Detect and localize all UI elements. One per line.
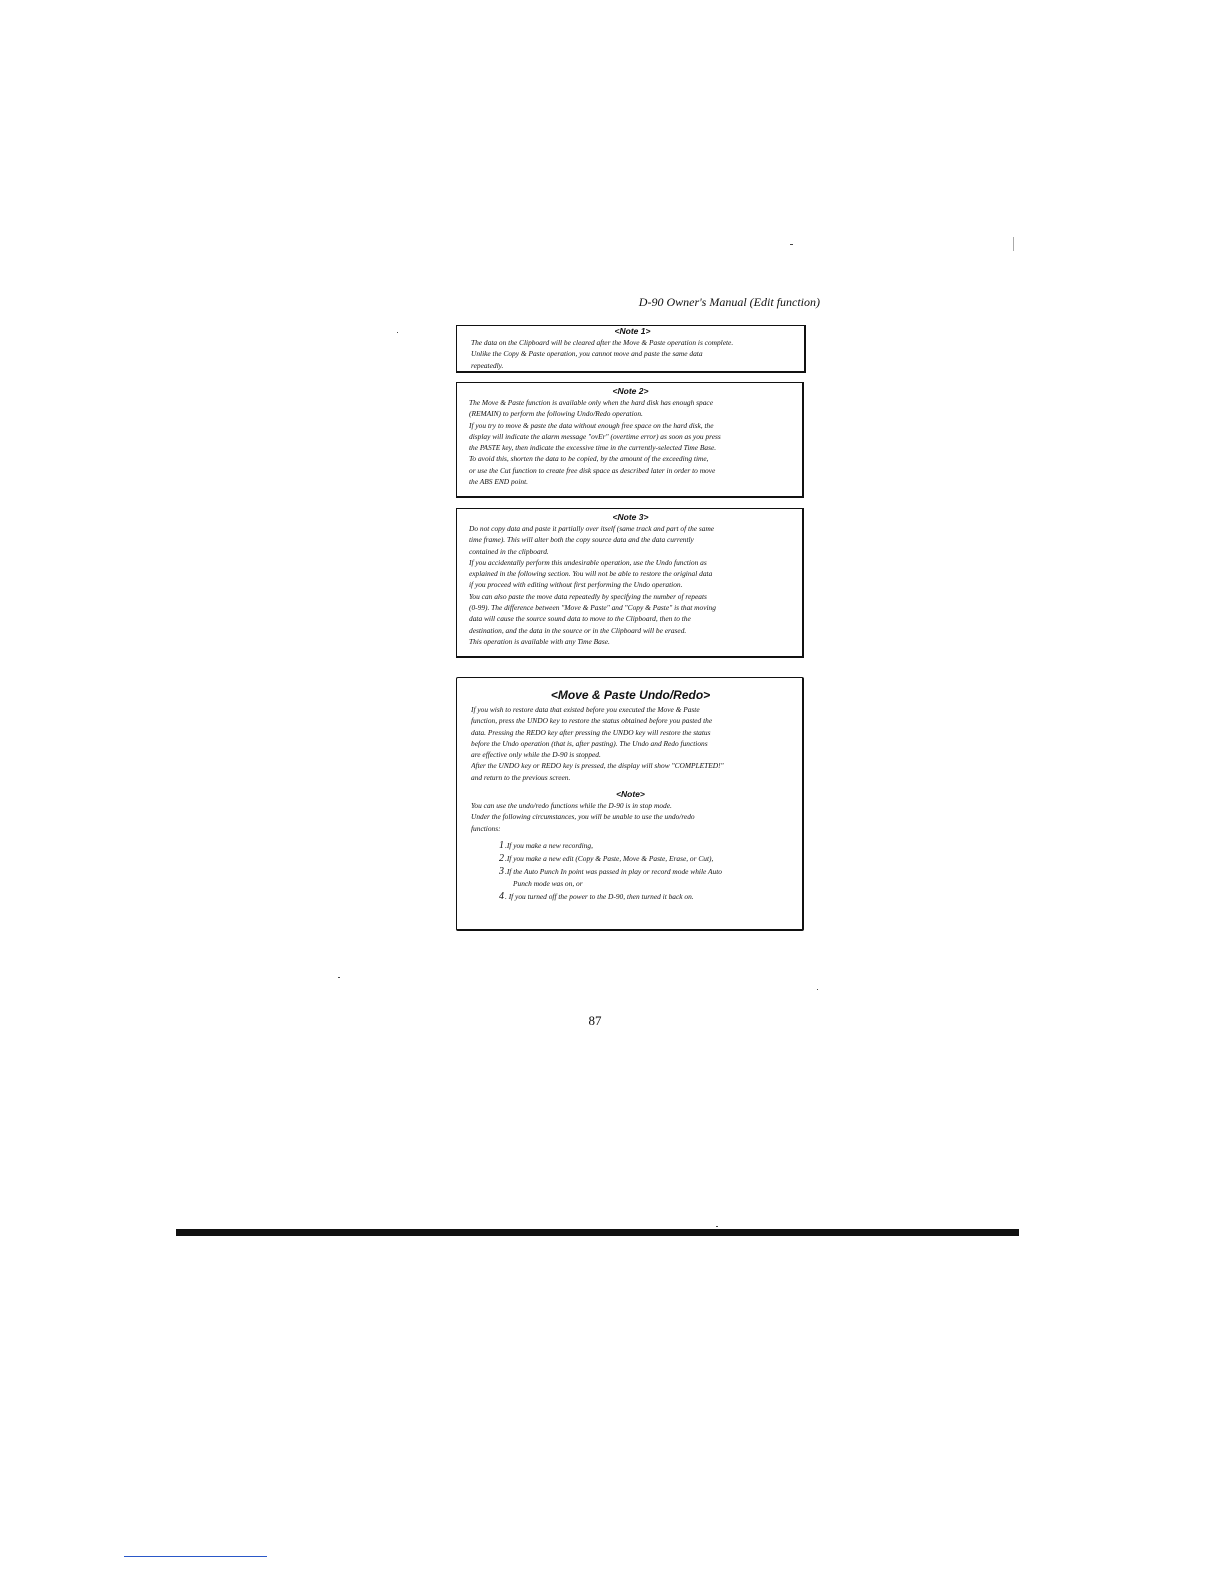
note-2-title: <Note 2>: [612, 386, 649, 396]
list-item: [499, 840, 790, 852]
note-1-body: [471, 337, 794, 371]
text-line: function, press the UNDO key to restore the status obtained before you pasted the: [471, 716, 713, 726]
text-line: display will indicate the alarm message "ovEr" (overtime error) as soon as you press: [469, 431, 721, 441]
text-line: The Move & Paste function is available only when the hard disk has enough space: [469, 398, 713, 407]
note-2-body: [469, 397, 792, 487]
condition-list: [499, 840, 790, 903]
text-line: functions:: [471, 823, 501, 833]
text-line: data will cause the source sound data to move to the Clipboard, then to the: [469, 614, 691, 624]
text-line: Unlike the Copy & Paste operation, you cannot move and paste the same data: [471, 349, 703, 359]
scan-speck: [1013, 237, 1014, 251]
note-2-box: [456, 382, 804, 498]
list-item: [499, 891, 790, 903]
text-line: Do not copy data and paste it partially over itself (same track and part of the same: [469, 524, 715, 533]
list-item-number: 4: [499, 890, 504, 902]
list-item: [499, 866, 790, 890]
text-line: if you proceed with editing without first performing the Undo operation.: [469, 580, 683, 590]
link-underline: [124, 1556, 267, 1557]
text-line: If you try to move & paste the data without enough free space on the hard disk, the: [469, 420, 714, 430]
list-item: [499, 853, 790, 865]
text-line: contained in the clipboard.: [469, 546, 549, 556]
text-line: The data on the Clipboard will be cleared after the Move & Paste operation is complete.: [471, 338, 734, 347]
running-header: D-90 Owner's Manual (Edit function): [638, 295, 820, 309]
undo-redo-title: <Move & Paste Undo/Redo>: [550, 688, 711, 702]
text-line: data. Pressing the REDO key after pressing the UNDO key will restore the status: [471, 727, 711, 737]
undo-note-body: [471, 800, 790, 834]
scan-speck: [817, 989, 818, 990]
text-line: You can use the undo/redo functions while the D-90 is in stop mode.: [471, 801, 672, 811]
undo-redo-box: [456, 677, 804, 931]
footer-rule: [176, 1229, 1019, 1236]
text-line: This operation is available with any Time Base.: [469, 636, 610, 646]
undo-note-title: <Note>: [616, 789, 645, 800]
scan-speck: [397, 332, 398, 333]
text-line: repeatedly.: [471, 360, 504, 370]
note-3-box: [456, 508, 804, 658]
text-line: the PASTE key, then indicate the excessive time in the currently-selected Time Base.: [469, 443, 717, 453]
text-line: If you accidentally perform this undesirable operation, use the Undo function as: [469, 557, 707, 567]
undo-redo-body: [471, 704, 790, 783]
text-line: the ABS END point.: [469, 477, 528, 487]
list-item-number: 2: [499, 852, 504, 864]
text-line: or use the Cut function to create free disk space as described later in order to move: [469, 465, 716, 475]
note-1-box: [456, 325, 806, 373]
text-line: You can also paste the move data repeatedly by specifying the number of repeats: [469, 591, 707, 601]
scan-speck: [716, 1226, 718, 1227]
list-item-text: .If you make a new edit (Copy & Paste, Move & Paste, Erase, or Cut),: [505, 853, 714, 863]
text-line: After the UNDO key or REDO key is pressed, the display will show "COMPLETED!": [471, 761, 724, 771]
text-line: To avoid this, shorten the data to be copied, by the amount of the exceeding time,: [469, 454, 709, 464]
list-item-text: .If the Auto Punch In point was passed in play or record mode while Auto: [505, 866, 722, 876]
list-item-text: .If you make a new recording,: [505, 840, 593, 850]
text-line: before the Undo operation (that is, after pasting). The Undo and Redo functions: [471, 738, 708, 748]
text-line: and return to the previous screen.: [471, 772, 571, 782]
page-number: 87: [588, 1013, 602, 1028]
text-line: time frame). This will alter both the copy source data and the data currently: [469, 535, 694, 545]
text-line: are effective only while the D-90 is stopped.: [471, 750, 601, 760]
list-item-continuation: Punch mode was on, or: [513, 878, 583, 888]
text-line: (0-99). The difference between "Move & Paste" and "Copy & Paste" is that moving: [469, 603, 716, 613]
scan-speck: [790, 244, 793, 245]
note-3-title: <Note 3>: [612, 512, 649, 522]
text-line: If you wish to restore data that existed before you executed the Move & Paste: [471, 705, 700, 714]
scan-speck: [338, 977, 340, 978]
text-line: (REMAIN) to perform the following Undo/Redo operation.: [469, 409, 643, 419]
list-item-number: 1: [499, 839, 504, 851]
text-line: destination, and the data in the source or in the Clipboard will be erased.: [469, 625, 687, 635]
note-3-body: [469, 523, 792, 647]
list-item-text: . If you turned off the power to the D-90, then turned it back on.: [505, 891, 694, 901]
text-line: explained in the following section. You will not be able to restore the original data: [469, 569, 713, 579]
text-line: Under the following circumstances, you will be unable to use the undo/redo: [471, 812, 695, 822]
list-item-number: 3: [499, 865, 504, 877]
note-1-title: <Note 1>: [614, 326, 651, 336]
